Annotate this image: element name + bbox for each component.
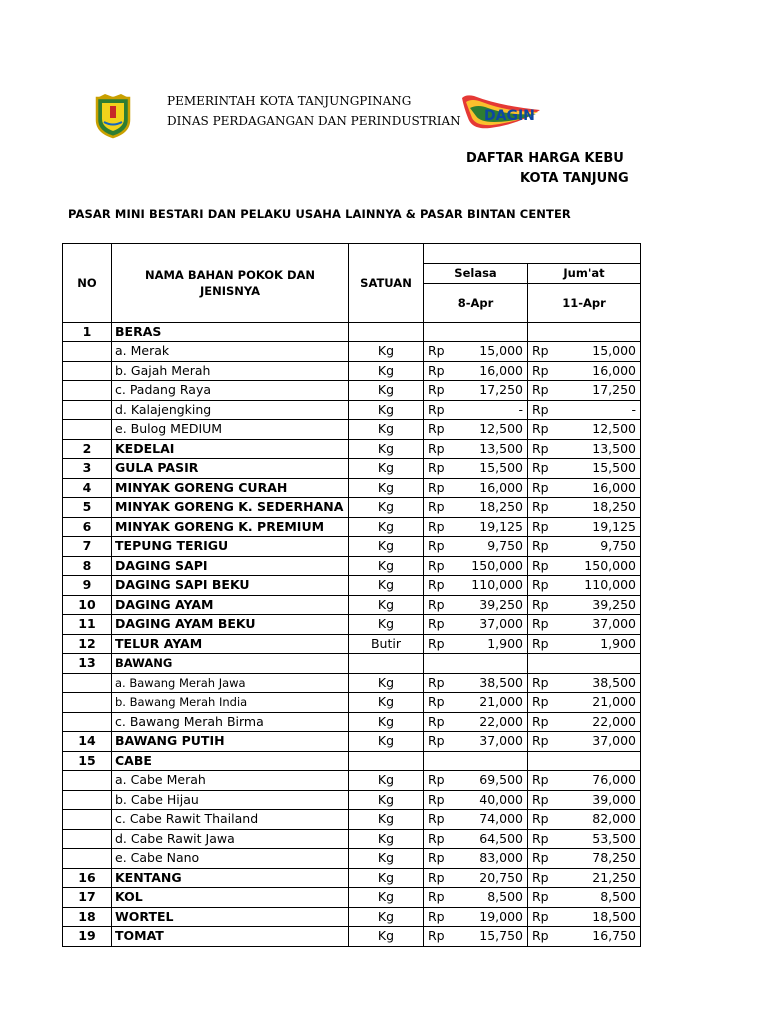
item-name: d. Cabe Rawit Jawa: [112, 829, 349, 849]
table-row: [63, 673, 641, 693]
price-day-2: 15,500: [556, 459, 641, 479]
header-date-1: 8-Apr: [424, 283, 528, 322]
table-row: [63, 322, 641, 342]
currency-label: Rp: [528, 576, 556, 596]
currency-label: Rp: [528, 732, 556, 752]
price-day-2: 13,500: [556, 439, 641, 459]
row-number: [63, 771, 112, 791]
currency-label: Rp: [424, 712, 452, 732]
price-day-2: 15,000: [556, 342, 641, 362]
table-row: [63, 732, 641, 752]
table-row: [63, 400, 641, 420]
currency-label: Rp: [528, 400, 556, 420]
currency-label: Rp: [528, 927, 556, 947]
price-day-1: 37,000: [452, 732, 528, 752]
table-row: [63, 810, 641, 830]
currency-label: Rp: [528, 361, 556, 381]
price-day-2: 16,000: [556, 361, 641, 381]
currency-label: Rp: [424, 810, 452, 830]
currency-label: Rp: [528, 693, 556, 713]
item-name: e. Bulog MEDIUM: [112, 420, 349, 440]
currency-label: Rp: [424, 400, 452, 420]
item-name: CABE: [112, 751, 349, 771]
item-name: DAGING AYAM: [112, 595, 349, 615]
item-unit: Kg: [349, 849, 424, 869]
currency-label: Rp: [424, 556, 452, 576]
item-unit: Kg: [349, 771, 424, 791]
row-number: 7: [63, 537, 112, 557]
row-number: 13: [63, 654, 112, 674]
item-name: DAGING SAPI: [112, 556, 349, 576]
row-number: 5: [63, 498, 112, 518]
item-unit: Kg: [349, 517, 424, 537]
price-day-1: [452, 322, 528, 342]
price-day-2: 1,900: [556, 634, 641, 654]
price-day-2: 18,500: [556, 907, 641, 927]
price-day-2: 39,250: [556, 595, 641, 615]
price-day-2: 53,500: [556, 829, 641, 849]
table-row: [63, 556, 641, 576]
price-day-1: 9,750: [452, 537, 528, 557]
item-name: GULA PASIR: [112, 459, 349, 479]
price-day-1: 69,500: [452, 771, 528, 791]
item-unit: Kg: [349, 556, 424, 576]
price-day-2: 37,000: [556, 615, 641, 635]
row-number: [63, 849, 112, 869]
currency-label: [424, 751, 452, 771]
price-day-2: 16,000: [556, 478, 641, 498]
item-name: KOL: [112, 888, 349, 908]
item-name: BAWANG PUTIH: [112, 732, 349, 752]
table-row: [63, 498, 641, 518]
item-unit: Kg: [349, 537, 424, 557]
item-name: MINYAK GORENG K. PREMIUM: [112, 517, 349, 537]
currency-label: Rp: [424, 517, 452, 537]
price-day-2: 39,000: [556, 790, 641, 810]
table-row: [63, 849, 641, 869]
item-unit: Kg: [349, 927, 424, 947]
table-row: [63, 888, 641, 908]
row-number: [63, 381, 112, 401]
item-unit: [349, 751, 424, 771]
currency-label: Rp: [528, 615, 556, 635]
currency-label: Rp: [424, 927, 452, 947]
document-title: [466, 149, 629, 189]
row-number: 14: [63, 732, 112, 752]
row-number: 6: [63, 517, 112, 537]
currency-label: Rp: [528, 478, 556, 498]
table-row: [63, 478, 641, 498]
row-number: 16: [63, 868, 112, 888]
item-unit: Kg: [349, 810, 424, 830]
item-name: TOMAT: [112, 927, 349, 947]
table-row: [63, 654, 641, 674]
table-row: [63, 517, 641, 537]
row-number: 12: [63, 634, 112, 654]
price-day-2: [556, 322, 641, 342]
row-number: [63, 342, 112, 362]
item-unit: Kg: [349, 693, 424, 713]
currency-label: Rp: [424, 732, 452, 752]
currency-label: Rp: [528, 907, 556, 927]
item-unit: Kg: [349, 498, 424, 518]
price-day-2: 19,125: [556, 517, 641, 537]
item-unit: Kg: [349, 790, 424, 810]
price-day-1: 21,000: [452, 693, 528, 713]
currency-label: Rp: [528, 420, 556, 440]
header-item-name: NAMA BAHAN POKOK DAN JENISNYA: [112, 244, 349, 323]
title-line-1: DAFTAR HARGA KEBU: [466, 151, 624, 166]
currency-label: Rp: [528, 459, 556, 479]
price-day-2: 110,000: [556, 576, 641, 596]
currency-label: Rp: [424, 420, 452, 440]
currency-label: Rp: [424, 868, 452, 888]
item-unit: Kg: [349, 829, 424, 849]
svg-text:DAGIN: DAGIN: [484, 108, 535, 124]
price-day-2: 18,250: [556, 498, 641, 518]
table-row: [63, 439, 641, 459]
currency-label: Rp: [424, 342, 452, 362]
price-day-2: 37,000: [556, 732, 641, 752]
currency-label: Rp: [424, 771, 452, 791]
currency-label: Rp: [424, 439, 452, 459]
price-day-2: 38,500: [556, 673, 641, 693]
row-number: 11: [63, 615, 112, 635]
item-name: b. Gajah Merah: [112, 361, 349, 381]
table-row: [63, 771, 641, 791]
row-number: 18: [63, 907, 112, 927]
currency-label: Rp: [424, 361, 452, 381]
item-name: e. Cabe Nano: [112, 849, 349, 869]
item-unit: Kg: [349, 673, 424, 693]
price-day-1: 1,900: [452, 634, 528, 654]
header-unit: SATUAN: [349, 244, 424, 323]
title-line-2: KOTA TANJUNG: [520, 171, 629, 186]
item-name: KENTANG: [112, 868, 349, 888]
item-name: DAGING AYAM BEKU: [112, 615, 349, 635]
item-unit: Kg: [349, 732, 424, 752]
item-unit: Kg: [349, 478, 424, 498]
item-unit: Kg: [349, 361, 424, 381]
price-day-1: 19,125: [452, 517, 528, 537]
price-day-2: [556, 654, 641, 674]
row-number: 19: [63, 927, 112, 947]
table-row: [63, 459, 641, 479]
currency-label: [424, 654, 452, 674]
price-day-1: 17,250: [452, 381, 528, 401]
row-number: [63, 829, 112, 849]
price-table-container: [62, 243, 636, 947]
price-day-1: -: [452, 400, 528, 420]
currency-label: Rp: [528, 888, 556, 908]
currency-label: Rp: [528, 849, 556, 869]
item-unit: [349, 654, 424, 674]
currency-label: [528, 654, 556, 674]
price-day-2: 22,000: [556, 712, 641, 732]
currency-label: Rp: [424, 459, 452, 479]
table-row: [63, 790, 641, 810]
item-unit: Kg: [349, 381, 424, 401]
price-day-2: -: [556, 400, 641, 420]
item-unit: Kg: [349, 595, 424, 615]
currency-label: Rp: [528, 810, 556, 830]
table-row: [63, 927, 641, 947]
item-unit: Kg: [349, 576, 424, 596]
price-day-2: 78,250: [556, 849, 641, 869]
currency-label: Rp: [528, 537, 556, 557]
currency-label: [528, 751, 556, 771]
currency-label: Rp: [424, 498, 452, 518]
price-day-2: 21,250: [556, 868, 641, 888]
price-day-1: 16,000: [452, 361, 528, 381]
price-day-1: 20,750: [452, 868, 528, 888]
price-table: [62, 243, 641, 947]
item-unit: [349, 322, 424, 342]
currency-label: Rp: [424, 888, 452, 908]
table-row: [63, 361, 641, 381]
item-unit: Kg: [349, 868, 424, 888]
item-name: c. Cabe Rawit Thailand: [112, 810, 349, 830]
price-day-2: 21,000: [556, 693, 641, 713]
currency-label: Rp: [528, 868, 556, 888]
currency-label: Rp: [424, 634, 452, 654]
price-day-2: 9,750: [556, 537, 641, 557]
price-day-2: 12,500: [556, 420, 641, 440]
price-day-2: [556, 751, 641, 771]
item-unit: Kg: [349, 439, 424, 459]
item-unit: Kg: [349, 712, 424, 732]
row-number: 15: [63, 751, 112, 771]
item-name: b. Bawang Merah India: [112, 693, 349, 713]
row-number: 8: [63, 556, 112, 576]
price-day-1: [452, 751, 528, 771]
currency-label: Rp: [528, 439, 556, 459]
row-number: [63, 400, 112, 420]
item-name: WORTEL: [112, 907, 349, 927]
row-number: [63, 790, 112, 810]
price-day-1: 8,500: [452, 888, 528, 908]
currency-label: Rp: [424, 576, 452, 596]
currency-label: Rp: [528, 498, 556, 518]
row-number: 17: [63, 888, 112, 908]
row-number: [63, 810, 112, 830]
item-name: d. Kalajengking: [112, 400, 349, 420]
currency-label: Rp: [528, 790, 556, 810]
currency-label: Rp: [424, 478, 452, 498]
row-number: [63, 673, 112, 693]
department-name: DINAS PERDAGANGAN DAN PERINDUSTRIAN: [167, 114, 461, 128]
table-row: [63, 634, 641, 654]
price-day-1: [452, 654, 528, 674]
table-row: [63, 907, 641, 927]
item-unit: Kg: [349, 888, 424, 908]
item-unit: Kg: [349, 420, 424, 440]
row-number: 4: [63, 478, 112, 498]
currency-label: Rp: [528, 771, 556, 791]
price-day-1: 37,000: [452, 615, 528, 635]
price-day-1: 15,750: [452, 927, 528, 947]
item-name: BERAS: [112, 322, 349, 342]
item-unit: Kg: [349, 342, 424, 362]
item-name: a. Merak: [112, 342, 349, 362]
currency-label: Rp: [424, 693, 452, 713]
item-unit: Butir: [349, 634, 424, 654]
currency-label: [528, 322, 556, 342]
row-number: 1: [63, 322, 112, 342]
row-number: 2: [63, 439, 112, 459]
currency-label: Rp: [528, 381, 556, 401]
item-name: MINYAK GORENG CURAH: [112, 478, 349, 498]
item-name: b. Cabe Hijau: [112, 790, 349, 810]
item-name: BAWANG: [112, 654, 349, 674]
price-day-1: 22,000: [452, 712, 528, 732]
row-number: [63, 693, 112, 713]
price-day-1: 110,000: [452, 576, 528, 596]
table-row: [63, 420, 641, 440]
row-number: [63, 420, 112, 440]
currency-label: Rp: [528, 342, 556, 362]
currency-label: [424, 322, 452, 342]
currency-label: Rp: [528, 634, 556, 654]
table-row: [63, 595, 641, 615]
item-name: TELUR AYAM: [112, 634, 349, 654]
price-day-1: 13,500: [452, 439, 528, 459]
currency-label: Rp: [424, 790, 452, 810]
government-name: PEMERINTAH KOTA TANJUNGPINANG: [167, 94, 412, 108]
row-number: 9: [63, 576, 112, 596]
price-day-1: 16,000: [452, 478, 528, 498]
item-name: KEDELAI: [112, 439, 349, 459]
header-day-2: Jum'at: [528, 264, 641, 284]
row-number: [63, 361, 112, 381]
price-day-1: 83,000: [452, 849, 528, 869]
table-row: [63, 342, 641, 362]
currency-label: Rp: [424, 907, 452, 927]
price-day-1: 19,000: [452, 907, 528, 927]
currency-label: Rp: [424, 381, 452, 401]
header-day-1: Selasa: [424, 264, 528, 284]
item-name: DAGING SAPI BEKU: [112, 576, 349, 596]
item-name: TEPUNG TERIGU: [112, 537, 349, 557]
currency-label: Rp: [424, 849, 452, 869]
header-date-2: 11-Apr: [528, 283, 641, 322]
header-date-group: [424, 244, 641, 264]
currency-label: Rp: [528, 595, 556, 615]
table-row: [63, 829, 641, 849]
price-day-1: 15,500: [452, 459, 528, 479]
currency-label: Rp: [424, 829, 452, 849]
currency-label: Rp: [424, 615, 452, 635]
row-number: 3: [63, 459, 112, 479]
table-row: [63, 693, 641, 713]
price-day-2: 17,250: [556, 381, 641, 401]
price-day-1: 18,250: [452, 498, 528, 518]
table-row: [63, 615, 641, 635]
price-day-1: 64,500: [452, 829, 528, 849]
price-day-1: 74,000: [452, 810, 528, 830]
currency-label: Rp: [528, 556, 556, 576]
item-unit: Kg: [349, 400, 424, 420]
table-row: [63, 751, 641, 771]
currency-label: Rp: [424, 595, 452, 615]
price-day-2: 16,750: [556, 927, 641, 947]
item-unit: Kg: [349, 615, 424, 635]
currency-label: Rp: [528, 673, 556, 693]
header-no: NO: [63, 244, 112, 323]
price-day-2: 76,000: [556, 771, 641, 791]
table-row: [63, 576, 641, 596]
price-day-2: 8,500: [556, 888, 641, 908]
table-row: [63, 537, 641, 557]
item-unit: Kg: [349, 907, 424, 927]
table-row: [63, 868, 641, 888]
row-number: 10: [63, 595, 112, 615]
row-number: [63, 712, 112, 732]
price-table-body: [63, 322, 641, 946]
currency-label: Rp: [528, 712, 556, 732]
market-subtitle: PASAR MINI BESTARI DAN PELAKU USAHA LAINNYA & PASAR BINTAN CENTER: [68, 207, 571, 221]
currency-label: Rp: [424, 537, 452, 557]
table-row: [63, 381, 641, 401]
item-name: c. Bawang Merah Birma: [112, 712, 349, 732]
price-day-1: 40,000: [452, 790, 528, 810]
currency-label: Rp: [528, 517, 556, 537]
price-day-2: 150,000: [556, 556, 641, 576]
item-unit: Kg: [349, 459, 424, 479]
item-name: a. Cabe Merah: [112, 771, 349, 791]
table-row: [63, 712, 641, 732]
city-seal-icon: [93, 94, 133, 138]
price-day-1: 39,250: [452, 595, 528, 615]
item-name: c. Padang Raya: [112, 381, 349, 401]
dagin-logo: [460, 92, 545, 132]
price-day-1: 15,000: [452, 342, 528, 362]
price-day-1: 38,500: [452, 673, 528, 693]
currency-label: Rp: [528, 829, 556, 849]
item-name: a. Bawang Merah Jawa: [112, 673, 349, 693]
price-day-1: 150,000: [452, 556, 528, 576]
currency-label: Rp: [424, 673, 452, 693]
price-day-2: 82,000: [556, 810, 641, 830]
price-day-1: 12,500: [452, 420, 528, 440]
item-name: MINYAK GORENG K. SEDERHANA: [112, 498, 349, 518]
